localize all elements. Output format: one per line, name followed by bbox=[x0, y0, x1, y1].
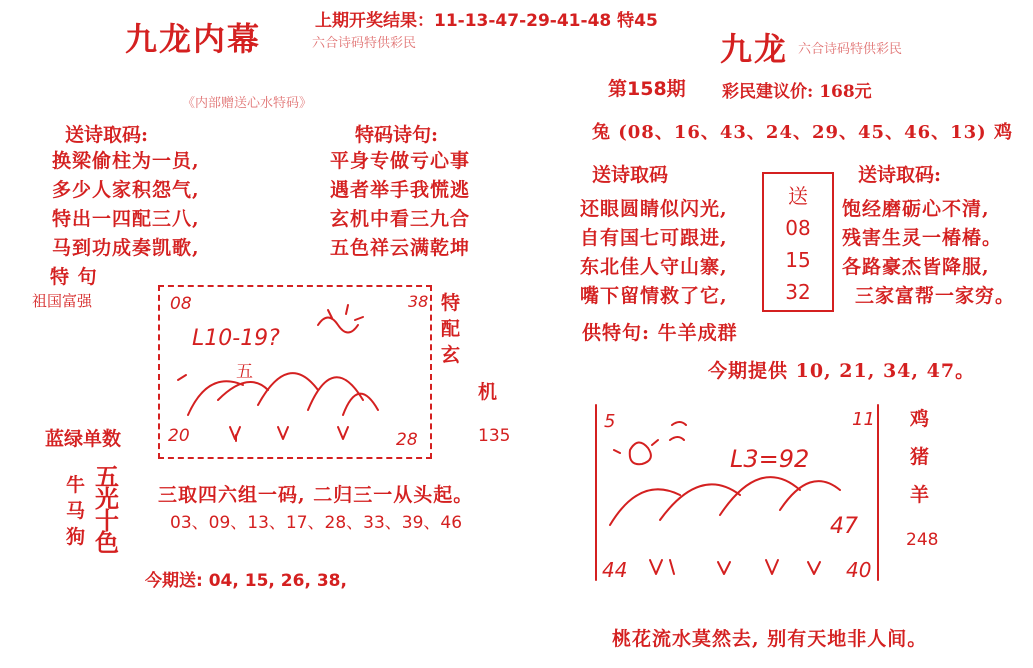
sketch-tl: 5 bbox=[604, 411, 616, 432]
sun-scribble bbox=[318, 318, 358, 333]
poem-right-line: 饱经磨砺心不清, bbox=[842, 198, 990, 220]
scribble bbox=[178, 375, 186, 380]
issue-number: 第158期 bbox=[608, 78, 686, 100]
right-subtitle: 六合诗码特供彩民 bbox=[798, 42, 903, 57]
poem-left-line: 嘴下留情救了它, bbox=[580, 285, 728, 307]
zodiac-char: 猪 bbox=[910, 446, 930, 468]
sketch-tl: 08 bbox=[170, 294, 192, 314]
wuguang-char: 光 bbox=[95, 484, 119, 513]
send-box-number: 15 bbox=[785, 248, 811, 272]
mountain-strokes bbox=[188, 373, 378, 415]
special-phrase: 祖国富强 bbox=[32, 292, 93, 310]
poem2-line: 五色祥云满乾坤 bbox=[330, 237, 471, 259]
left-sketch bbox=[158, 285, 428, 455]
mountain-strokes bbox=[610, 477, 840, 525]
poem2-line: 玄机中看三九合 bbox=[330, 208, 471, 230]
zodiac-char: 羊 bbox=[910, 484, 930, 506]
last-result: 上期开奖结果：11-13-47-29-41-48 特45 bbox=[315, 11, 658, 31]
left-subtitle: 六合诗码特供彩民 bbox=[312, 36, 417, 51]
poem2-line: 遇者举手我慌逃 bbox=[330, 179, 471, 201]
today-send: 今期送: 04, 15, 26, 38, bbox=[145, 571, 347, 591]
send-box-label: 送 bbox=[788, 184, 808, 208]
send-box-number: 32 bbox=[785, 280, 811, 304]
sketch-br: 40 bbox=[846, 558, 872, 582]
zodiac-char: 牛 bbox=[66, 474, 86, 496]
sketch-expr: L3=92 bbox=[730, 445, 810, 473]
side-ji: 机 bbox=[478, 381, 498, 403]
left-title: 九龙内幕 bbox=[125, 20, 262, 58]
poem1-line: 特出一四配三八, bbox=[52, 208, 200, 230]
sketch-tr: 11 bbox=[852, 409, 875, 430]
poem-left-line: 还眼圆睛似闪光, bbox=[580, 198, 728, 220]
poem2-title: 特码诗句: bbox=[355, 124, 439, 146]
footer-poem: 桃花流水莫然去, 别有天地非人间。 bbox=[612, 628, 928, 650]
sun-rays bbox=[328, 305, 363, 320]
sketch-bl: 44 bbox=[602, 558, 628, 582]
poem1-line: 换梁偷柱为一员, bbox=[52, 150, 200, 172]
poem-left-title: 送诗取码 bbox=[592, 164, 669, 186]
wuguang-char: 色 bbox=[95, 528, 119, 557]
sketch-mid: 五 bbox=[236, 362, 253, 382]
poem1-line: 多少人家积怨气, bbox=[52, 179, 200, 201]
wuguang-char: 五 bbox=[95, 462, 119, 491]
right-title: 九龙 bbox=[720, 30, 789, 68]
wuguang-column bbox=[95, 462, 119, 557]
poem2-line: 平身专做亏心事 bbox=[330, 150, 471, 172]
poem-right-line: 残害生灵一椿椿。 bbox=[842, 227, 1003, 249]
right-side-number: 248 bbox=[906, 530, 939, 550]
sketch-47: 47 bbox=[830, 514, 858, 539]
today-provide: 今期提供 10, 21, 34, 47。 bbox=[708, 360, 976, 382]
rule-text: 三取四六组一码, 二归三一从头起。 bbox=[158, 484, 474, 506]
grass-strokes bbox=[230, 427, 348, 441]
side-char: 玄 bbox=[441, 344, 461, 366]
send-box-content bbox=[762, 180, 834, 308]
color-label: 蓝绿单数 bbox=[45, 428, 122, 450]
poem-left-line: 东北佳人守山寨, bbox=[580, 256, 728, 278]
price: 彩民建议价: 168元 bbox=[722, 82, 872, 102]
poem1-line: 马到功成奏凯歌, bbox=[52, 237, 200, 259]
side-vertical bbox=[441, 290, 460, 368]
right-zodiac-column bbox=[910, 400, 929, 514]
send-box-number: 08 bbox=[785, 216, 811, 240]
special-label: 特 句 bbox=[50, 266, 98, 288]
right-special-phrase: 供特句: 牛羊成群 bbox=[582, 322, 738, 344]
zodiac-column bbox=[66, 472, 85, 550]
zodiac-char: 狗 bbox=[66, 526, 86, 548]
poem1-title: 送诗取码: bbox=[65, 124, 149, 146]
zodiac-char: 鸡 bbox=[910, 408, 930, 430]
sun-scribble bbox=[614, 422, 686, 464]
poem-right-line: 各路豪杰皆降服, bbox=[842, 256, 990, 278]
sketch-tr: 38 bbox=[408, 292, 429, 311]
sketch-br: 28 bbox=[396, 430, 418, 450]
inner-note: 《内部赠送心水特码》 bbox=[182, 96, 313, 111]
sketch-bl: 20 bbox=[168, 426, 190, 446]
right-sketch bbox=[590, 405, 890, 585]
side-number: 135 bbox=[478, 426, 511, 446]
zodiac-char: 马 bbox=[66, 500, 86, 522]
poem-right-line: 三家富帮一家穷。 bbox=[855, 285, 1016, 307]
grass-strokes bbox=[650, 560, 820, 574]
rabbit-line: 兔 (08、16、43、24、29、45、46、13) 鸡 bbox=[592, 122, 1013, 143]
sketch-expr: L10-19? bbox=[192, 326, 280, 351]
wuguang-char: 十 bbox=[95, 506, 119, 535]
side-char: 配 bbox=[441, 318, 461, 340]
poem-right-title: 送诗取码: bbox=[858, 164, 942, 186]
poem-left-line: 自有国七可跟进, bbox=[580, 227, 728, 249]
number-list: 03、09、13、17、28、33、39、46 bbox=[170, 513, 463, 533]
side-char: 特 bbox=[441, 292, 461, 314]
